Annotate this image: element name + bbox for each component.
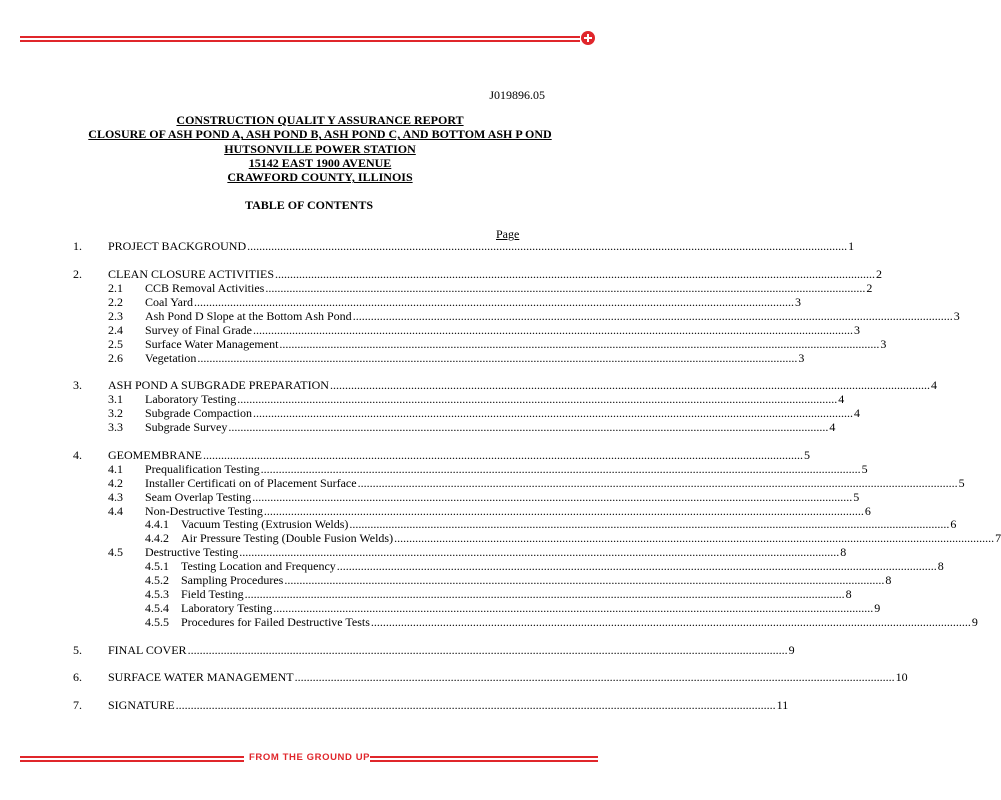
toc-leader-dots: ........................................................................................................................................................................................................ (244, 587, 845, 601)
toc-entry[interactable] (0, 643, 795, 657)
toc-entry-number: 3.1 (108, 392, 123, 406)
toc-entry-number: 4.5.1 (145, 559, 169, 573)
toc-entry-number: 4.1 (108, 462, 123, 476)
toc-entry-title: Coal Yard (145, 295, 194, 309)
toc-entry[interactable] (0, 615, 978, 629)
toc-leader-dots: ........................................................................................................................................................................................................ (329, 378, 930, 392)
toc-entry-page: 4 (838, 392, 845, 406)
toc-entry-number: 2.3 (108, 309, 123, 323)
toc-leader-dots: ........................................................................................................................................................................................................ (273, 601, 874, 615)
toc-entry-number: 2.1 (108, 281, 123, 295)
toc-entry-number: 4.5.5 (145, 615, 169, 629)
toc-entry-number: 4. (73, 448, 82, 462)
toc-leader-dots: ........................................................................................................................................................................................................ (265, 281, 866, 295)
toc-entry-page: 3 (795, 295, 802, 309)
toc-entry-page: 4 (930, 378, 937, 392)
toc-entry[interactable] (0, 545, 847, 559)
toc-entry[interactable] (0, 476, 965, 490)
toc-entry[interactable] (0, 490, 860, 504)
toc-entry-page: 5 (804, 448, 811, 462)
toc-leader-dots: ........................................................................................................................................................................................................ (239, 545, 840, 559)
toc-entry-title: Installer Certificati on of Placement Surface (145, 476, 357, 490)
toc-entry-page: 9 (971, 615, 978, 629)
toc-leader-dots: ........................................................................................................................................................................................................ (252, 490, 853, 504)
toc-entry-title: Survey of Final Grade (145, 323, 252, 337)
toc-entry-page: 8 (840, 545, 847, 559)
toc-leader-dots: ........................................................................................................................................................................................................ (352, 309, 953, 323)
toc-entry-number: 4.4 (108, 504, 123, 518)
toc-entry-title: Air Pressure Testing (Double Fusion Welds) (181, 531, 394, 545)
toc-leader-dots: ........................................................................................................................................................................................................ (228, 420, 829, 434)
title-line-1: CONSTRUCTION QUALIT Y ASSURANCE REPORT (176, 113, 464, 127)
toc-leader-dots: ........................................................................................................................................................................................................ (357, 476, 958, 490)
title-line-3: HUTSONVILLE POWER STATION (224, 141, 416, 156)
toc-entry-title: FINAL COVER (108, 643, 187, 657)
toc-leader-dots: ........................................................................................................................................................................................................ (175, 698, 776, 712)
toc-entry-page: 8 (885, 573, 892, 587)
toc-entry[interactable] (0, 281, 873, 295)
toc-heading: TABLE OF CONTENTS (244, 198, 374, 212)
toc-entry-number: 1. (73, 239, 82, 253)
toc-entry-page: 2 (876, 267, 882, 281)
toc-entry-number: 2.5 (108, 337, 123, 351)
toc-leader-dots: ........................................................................................................................................................................................................ (203, 448, 804, 462)
toc-leader-dots: ........................................................................................................................................................................................................ (252, 406, 853, 420)
toc-entry-number: 3.3 (108, 420, 123, 434)
toc-leader-dots: ........................................................................................................................................................................................................ (349, 517, 950, 531)
toc-entry[interactable] (0, 337, 887, 351)
toc-entry-page: 5 (958, 476, 965, 490)
toc-leader-dots: ........................................................................................................................................................................................................ (294, 670, 895, 684)
toc-entry-title: Destructive Testing (145, 545, 239, 559)
toc-entry[interactable] (0, 698, 789, 712)
toc-entry-title: Field Testing (181, 587, 244, 601)
toc-leader-dots: ........................................................................................................................................................................................................ (247, 239, 848, 253)
toc-entry[interactable] (0, 462, 868, 476)
toc-entry-title: GEOMEMBRANE (108, 448, 203, 462)
toc-entry-title: SIGNATURE (108, 698, 175, 712)
toc-entry-title: Prequalification Testing (145, 462, 260, 476)
toc-entry-page: 8 (937, 559, 944, 573)
toc-leader-dots: ........................................................................................................................................................................................................ (194, 295, 795, 309)
toc-leader-dots: ........................................................................................................................................................................................................ (263, 504, 864, 518)
toc-entry[interactable] (0, 670, 908, 684)
toc-entry-title: SURFACE WATER MANAGEMENT (108, 670, 294, 684)
toc-entry-page: 3 (953, 309, 960, 323)
toc-leader-dots: ........................................................................................................................................................................................................ (370, 615, 971, 629)
toc-entry-page: 9 (788, 643, 795, 657)
toc-entry-page: 11 (776, 698, 789, 712)
title-line-5: CRAWFORD COUNTY, ILLINOIS (227, 170, 413, 185)
toc-entry-number: 2.6 (108, 351, 123, 365)
toc-entry-page: 6 (864, 504, 871, 518)
toc-leader-dots: ........................................................................................................................................................................................................ (394, 531, 995, 545)
toc-entry-title: Vegetation (145, 351, 197, 365)
toc-entry-page: 3 (880, 337, 887, 351)
toc-entry[interactable] (0, 517, 957, 531)
company-logo-icon (581, 31, 595, 45)
page-column-label: Page (496, 227, 520, 241)
toc-leader-dots: ........................................................................................................................................................................................................ (284, 573, 885, 587)
toc-entry-title: Subgrade Compaction (145, 406, 252, 420)
toc-entry-page: 5 (853, 490, 860, 504)
toc-entry-title: Vacuum Testing (Extrusion Welds) (181, 517, 349, 531)
toc-entry-title: Sampling Procedures (181, 573, 284, 587)
toc-entry-page: 5 (861, 462, 868, 476)
toc-entry-page: 4 (829, 420, 836, 434)
toc-entry-title: PROJECT BACKGROUND (108, 239, 247, 253)
toc-entry-number: 4.3 (108, 490, 123, 504)
toc-entry-title: Testing Location and Frequency (181, 559, 336, 573)
toc-entry-title: Surface Water Management (145, 337, 279, 351)
toc-entry-page: 6 (950, 517, 957, 531)
title-line-2: CLOSURE OF ASH POND A, ASH POND B, ASH POND C, AND BOTTOM ASH P OND (88, 127, 552, 142)
toc-entry[interactable] (0, 601, 881, 615)
toc-entry[interactable] (0, 309, 960, 323)
toc-entry-number: 4.5.2 (145, 573, 169, 587)
toc-entry-page: 1 (848, 239, 855, 253)
toc-entry-number: 4.5.3 (145, 587, 169, 601)
toc-entry[interactable] (0, 573, 892, 587)
toc-leader-dots: ........................................................................................................................................................................................................ (237, 392, 838, 406)
toc-leader-dots: ........................................................................................................................................................................................................ (260, 462, 861, 476)
toc-entry-title: ASH POND A SUBGRADE PREPARATION (108, 378, 329, 392)
report-title (40, 113, 600, 184)
title-line-4: 15142 EAST 1900 AVENUE (248, 155, 392, 170)
toc-entry-title: Laboratory Testing (181, 601, 273, 615)
toc-entry-title: Procedures for Failed Destructive Tests (181, 615, 370, 629)
toc-entry[interactable] (0, 239, 855, 253)
toc-entry[interactable] (0, 406, 860, 420)
toc-entry-title: Subgrade Survey (145, 420, 228, 434)
toc-entry-page: 2 (866, 281, 873, 295)
toc-entry-title: Laboratory Testing (145, 392, 237, 406)
toc-entry-number: 4.2 (108, 476, 123, 490)
toc-entry-page: 3 (853, 323, 860, 337)
toc-entry-page: 4 (853, 406, 860, 420)
toc-entry[interactable] (0, 295, 802, 309)
toc-entry-number: 3.2 (108, 406, 123, 420)
toc-entry[interactable] (0, 351, 805, 365)
toc-leader-dots: ........................................................................................................................................................................................................ (279, 337, 880, 351)
toc-leader-dots: ........................................................................................................................................................................................................ (275, 267, 875, 281)
toc-entry-page: 10 (895, 670, 908, 684)
toc-entry-page: 7 (995, 531, 1001, 545)
toc-leader-dots: ........................................................................................................................................................................................................ (336, 559, 937, 573)
toc-entry-number: 4.4.1 (145, 517, 169, 531)
toc-entry-title: Ash Pond D Slope at the Bottom Ash Pond (145, 309, 352, 323)
toc-leader-dots: ........................................................................................................................................................................................................ (187, 643, 788, 657)
toc-entry-page: 8 (845, 587, 852, 601)
toc-entry[interactable] (0, 392, 845, 406)
toc-entry[interactable] (0, 378, 937, 392)
document-id: J019896.05 (489, 88, 545, 102)
toc-entry-number: 2.4 (108, 323, 123, 337)
toc-entry[interactable] (0, 448, 811, 462)
toc-entry-title: Seam Overlap Testing (145, 490, 252, 504)
toc-entry[interactable] (0, 323, 860, 337)
toc-entry-number: 6. (73, 670, 82, 684)
toc-entry-number: 4.5 (108, 545, 123, 559)
toc-entry-number: 4.4.2 (145, 531, 169, 545)
toc-entry-number: 7. (73, 698, 82, 712)
toc-entry-number: 3. (73, 378, 82, 392)
toc-entry-number: 2. (73, 267, 82, 281)
toc-entry-number: 2.2 (108, 295, 123, 309)
toc-entry-number: 5. (73, 643, 82, 657)
toc-entry-title: CLEAN CLOSURE ACTIVITIES (108, 267, 274, 281)
toc-entry-title: CCB Removal Activities (145, 281, 265, 295)
toc-leader-dots: ........................................................................................................................................................................................................ (197, 351, 798, 365)
toc-leader-dots: ........................................................................................................................................................................................................ (252, 323, 853, 337)
toc-entry[interactable] (0, 504, 871, 518)
toc-entry[interactable] (0, 420, 836, 434)
toc-entry[interactable] (0, 267, 882, 281)
toc-entry[interactable] (0, 559, 944, 573)
toc-entry[interactable] (0, 531, 1001, 545)
toc-entry-number: 4.5.4 (145, 601, 169, 615)
toc-entry-page: 9 (874, 601, 881, 615)
toc-entry-page: 3 (798, 351, 805, 365)
toc-entry[interactable] (0, 587, 852, 601)
toc-entry-title: Non-Destructive Testing (145, 504, 263, 518)
footer-tagline: FROM THE GROUND UP (249, 752, 371, 763)
